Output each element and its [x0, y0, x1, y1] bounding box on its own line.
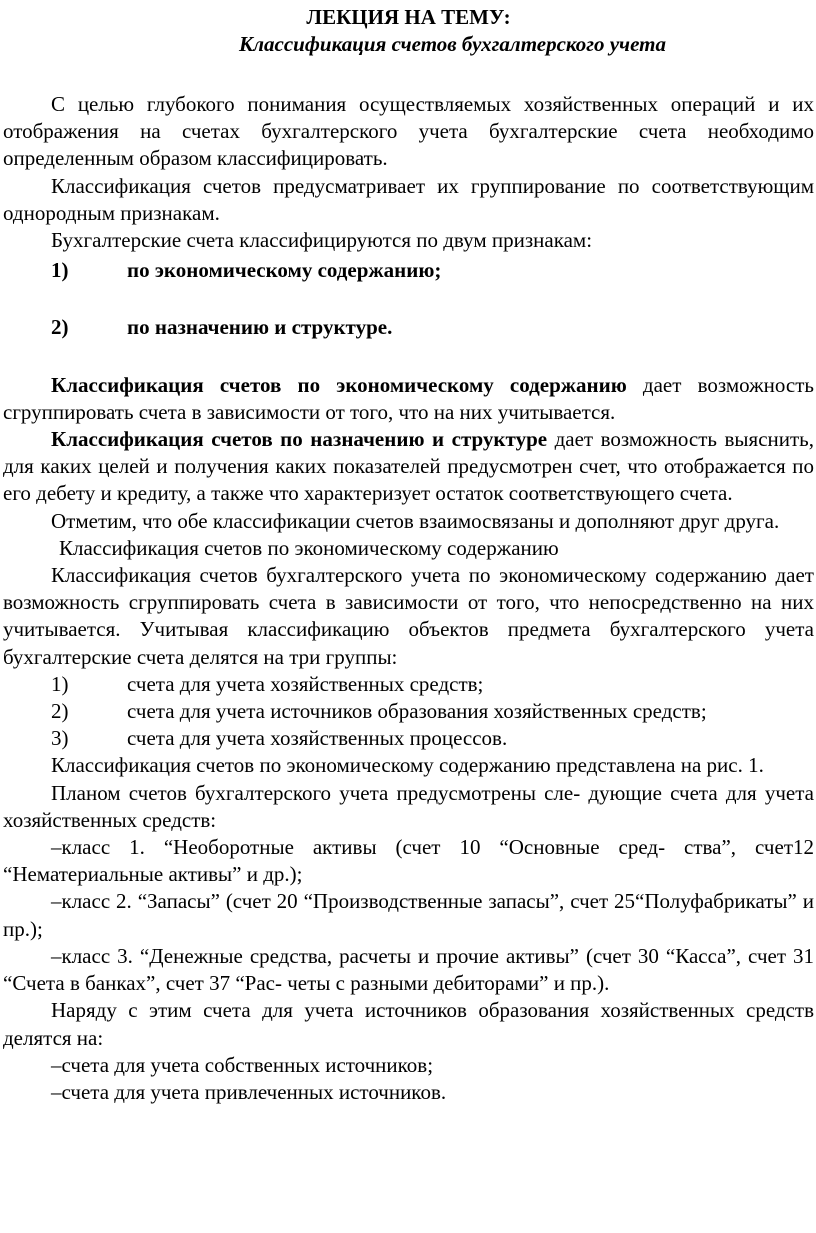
paragraph-intro: С целью глубокого понимания осуществляемых хозяйственных операций и их отображения на счетах бухгалтерского учета бухгалтерские счета необходимо определенным образом классифицировать. — [3, 92, 814, 171]
group-item-text: счета для учета хозяйственных процессов. — [127, 726, 508, 751]
paragraph-purpose-classification — [3, 426, 814, 508]
group-item-number: 3) — [51, 726, 69, 751]
paragraph-grouping: Классификация счетов предусматривает их группирование по соответствующим однородным признакам. — [3, 173, 814, 225]
group-item-number: 1) — [51, 671, 69, 696]
spacer — [3, 58, 814, 85]
group-item-3 — [3, 725, 814, 752]
paragraph-economic-content: Классификация счетов бухгалтерского учета по экономическому содержанию дает возможность сгруппировать счета в зависимости от того, что непосредственно на них учитывается. Учитывая классификацию объектов предмета бухгалтерского учета бухгалтерские счета делятся на три группы: — [3, 563, 814, 669]
sign-item-text: по назначению и структуре. — [127, 315, 393, 340]
group-item-number: 2) — [51, 699, 69, 724]
bold-term: Классификация счетов по экономическому содержанию — [51, 372, 627, 397]
paragraph-interrelation: Отметим, что обе классификации счетов взаимосвязаны и дополняют друг друга. — [51, 508, 780, 533]
group-item-text: счета для учета хозяйственных средств; — [127, 671, 484, 696]
source-item-1: –счета для учета собственных источников; — [51, 1052, 434, 1077]
bold-term: Классификация счетов по назначению и структуре — [51, 427, 548, 452]
lecture-subtitle: Классификация счетов бухгалтерского учета — [239, 32, 666, 56]
section-heading: Классификация счетов по экономическому содержанию — [59, 535, 559, 560]
group-item-text: счета для учета источников образования хозяйственных средств; — [127, 699, 707, 724]
paragraph-figure-ref: Классификация счетов по экономическому содержанию представлена на рис. 1. — [51, 753, 764, 778]
class-item-3: –класс 3. “Денежные средства, расчеты и прочие активы” (счет 30 “Касса”, счет 31 “Счета в банках”, счет 37 “Рас- четы с разными дебиторами” и пр.). — [3, 943, 814, 996]
group-item-1 — [3, 671, 814, 698]
paragraph-economic-classification — [3, 372, 814, 426]
class-item-2: –класс 2. “Запасы” (счет 20 “Производственные запасы”, счет 25“Полуфабрикаты” и пр.); — [3, 889, 814, 941]
sign-item-2 — [3, 314, 814, 341]
source-item-2: –счета для учета привлеченных источников. — [51, 1079, 447, 1104]
paragraph-sources: Наряду с этим счета для учета источников образования хозяйственных средств делятся на: — [3, 998, 814, 1050]
spacer — [3, 342, 814, 369]
sign-item-number: 2) — [51, 315, 69, 340]
paragraph-chart-of-accounts: Планом счетов бухгалтерского учета предусмотрены сле- дующие счета для учета хозяйственных средств: — [3, 780, 814, 832]
sign-item-text: по экономическому содержанию; — [127, 258, 442, 283]
sign-item-1 — [3, 257, 814, 284]
spacer — [3, 284, 814, 311]
class-item-1: –класс 1. “Необоротные активы (счет 10 “Основные сред- ства”, счет12 “Нематериальные активы” и др.); — [3, 835, 814, 887]
group-item-2 — [3, 698, 814, 725]
paragraph-two-signs: Бухгалтерские счета классифицируются по двум признакам: — [51, 228, 593, 253]
paragraph-text: дает возможность сгруппировать счета в зависимости от того, что на них учитывается. — [3, 372, 814, 424]
lecture-title: ЛЕКЦИЯ НА ТЕМУ: — [306, 5, 511, 29]
sign-item-number: 1) — [51, 258, 69, 283]
paragraph-text: дает возможность выяснить, для каких целей и получения каких показателей предусмотрен счет, что отображается по его дебету и кредиту, а также что характеризует остаток соответствующего счета. — [3, 427, 815, 506]
